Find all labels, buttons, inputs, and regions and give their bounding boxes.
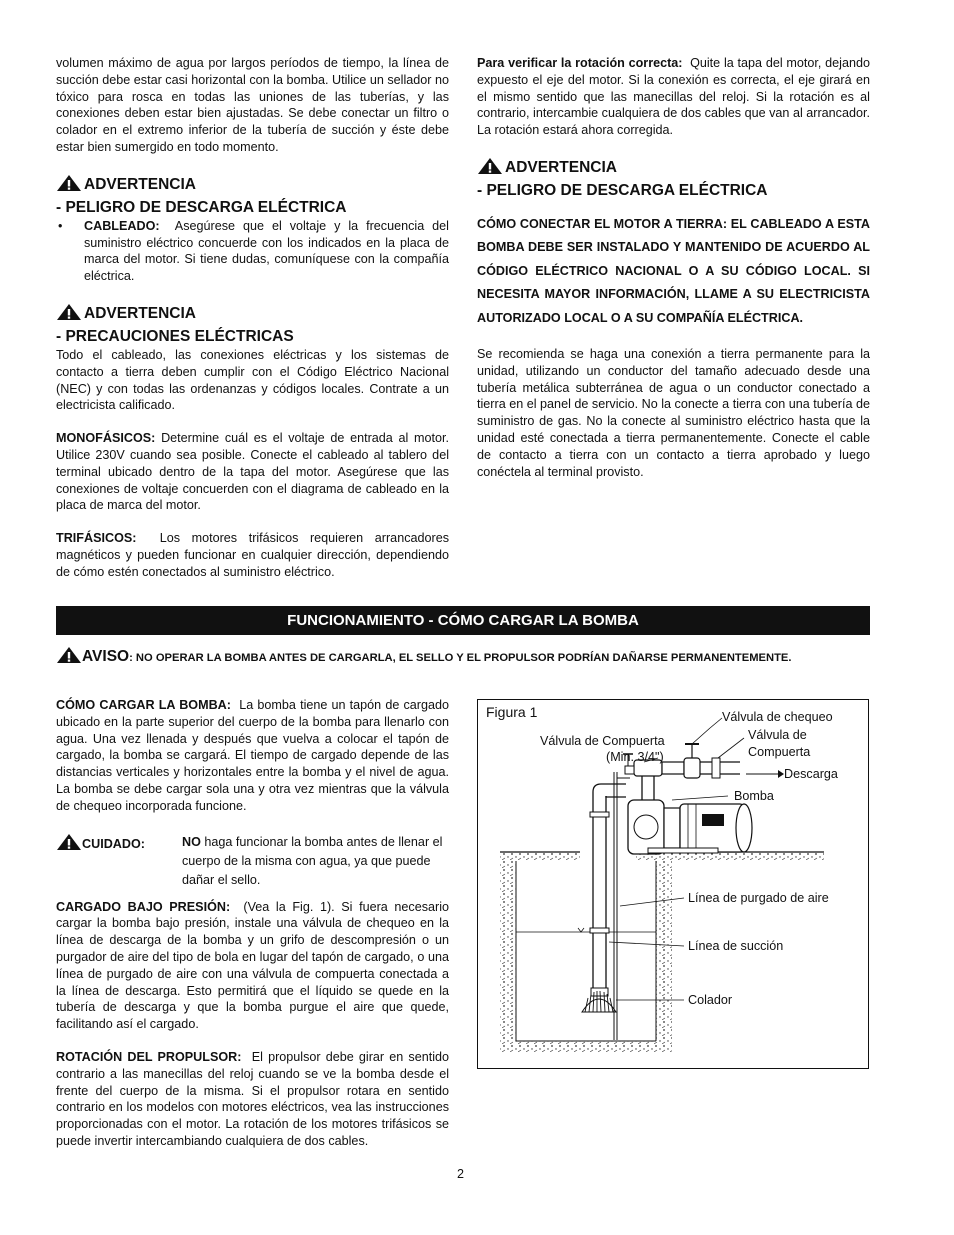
label-gate-valve-1: Válvula de	[748, 728, 807, 742]
precauciones-paragraph: Todo el cableado, las conexiones eléctricas y los sistemas de contacto a tierra deben cumplir con el Código Eléctrico Nacional (NEC) y con todas las ordenanzas y códigos locales. Contrate a un electricista calificado.	[56, 347, 449, 413]
aviso-line	[56, 646, 886, 669]
cargar-label: CÓMO CARGAR LA BOMBA:	[56, 698, 231, 712]
left-column-top	[56, 55, 449, 581]
right-column-top	[477, 55, 870, 480]
pump-installation-diagram	[478, 700, 870, 1070]
rotacion-paragraph	[56, 1049, 449, 1150]
figure-title: Figura 1	[486, 704, 538, 720]
monofasicos-text: Determine cuál es el voltaje de entrada al motor. Utilice 230V cuando sea posible. Conecte el cableado al tablero del terminal ubicado dentro de la tapa del motor. Asegúrese que las conexiones de voltaje concuerden con el diagrama de cableado en la placa de marca del motor.	[56, 431, 449, 513]
rotacion-label: ROTACIÓN DEL PROPULSOR:	[56, 1049, 242, 1064]
label-check-valve: Válvula de chequeo	[722, 710, 833, 724]
tierra-caps-paragraph: CÓMO CONECTAR EL MOTOR A TIERRA: EL CABLEADO A ESTA BOMBA DEBE SER INSTALADO Y MANTENIDO DE ACUERDO AL CÓDIGO ELÉCTRICO NACIONAL O A SU CÓDIGO LOCAL. SI NECESITA MAYOR INFORMACIÓN, LLAME A SU ELECTRICISTA AUTORIZADO LOCAL O A SU COMPAÑÍA ELÉCTRICA.	[477, 216, 870, 325]
bullet-mark: •	[58, 218, 63, 233]
warning-icon	[56, 303, 82, 327]
warning-title: ADVERTENCIA	[84, 175, 196, 193]
bajo-presion-text: (Vea la Fig. 1). Si fuera necesario cargar la bomba bajo presión, instale una válvula de chequeo en la línea de descarga de la bomba y un grifo de descompresión o un purgador de aire del tipo de bola en lugar del tapón de cargado, o una línea de purgado de aire con una válvula de compuerta conectada a la línea de descarga. Esto permitirá que el líquido se quede en la tubería de descarga y que la bomba purgue el aire que quede, facilitando así el cargado.	[56, 899, 450, 1032]
warning-icon	[56, 174, 82, 198]
warning-subtitle: - PELIGRO DE DESCARGA ELÉCTRICA	[56, 198, 347, 216]
label-discharge: Descarga	[784, 767, 838, 781]
monofasicos-paragraph	[56, 430, 449, 514]
warning-subtitle: - PRECAUCIONES ELÉCTRICAS	[56, 327, 294, 345]
section-banner: FUNCIONAMIENTO - CÓMO CARGAR LA BOMBA	[56, 606, 870, 635]
figure-1	[477, 699, 869, 1069]
label-gate-valve-min-1: Válvula de Compuerta	[540, 734, 665, 748]
warning-heading-precautions	[56, 303, 449, 327]
bajo-presion-label: CARGADO BAJO PRESIÓN:	[56, 899, 231, 914]
cuidado-label: CUIDADO:	[82, 836, 145, 851]
trifasicos-label: TRIFÁSICOS:	[56, 531, 137, 546]
cuidado-text: haga funcionar la bomba antes de llenar el cuerpo de la misma con agua, ya que puede dañar el sello.	[182, 834, 443, 887]
bajo-presion-paragraph	[56, 899, 449, 1033]
label-air-purge: Línea de purgado de aire	[688, 891, 829, 905]
aviso-label: AVISO	[82, 648, 130, 665]
intro-paragraph: volumen máximo de agua por largos períodos de tiempo, la línea de succión debe estar casi horizontal con la bomba. Utilice un sellador no tóxico para rosca en todas las uniones de las tuberías, y las conexiones deben estar bien ajustadas. Se debe conectar un filtro o colador en el extremo inferior de la tubería de succión y éste debe estar bien sumergido en todo momento.	[56, 56, 449, 154]
label-gate-valve-min-2: (Min. 3/4")	[606, 750, 664, 764]
label-gate-valve-2: Compuerta	[748, 745, 811, 759]
warning-title: ADVERTENCIA	[505, 158, 617, 176]
rotacion-text: El propulsor debe girar en sentido contrario a las manecillas del reloj cuando se ve la bomba desde el frente del cuerpo de la misma. Si el propulsor rotara en sentido contrario en los modelos con motores eléctricos, vea las instrucciones proporcionadas con el motor. La rotación de los motores trifásicos se puede invertir intercambiando cualquiera de dos cables.	[56, 1049, 450, 1148]
warning-icon	[56, 833, 82, 856]
cargar-paragraph	[56, 697, 449, 815]
warning-title: ADVERTENCIA	[84, 304, 196, 322]
cableado-label: CABLEADO:	[84, 218, 160, 233]
warning-icon	[56, 646, 82, 669]
label-pump: Bomba	[734, 789, 774, 803]
warning-icon	[477, 157, 503, 181]
cuidado-note	[56, 833, 449, 885]
cableado-item	[56, 218, 449, 285]
monofasicos-label: MONOFÁSICOS:	[56, 431, 156, 446]
warning-subtitle: - PELIGRO DE DESCARGA ELÉCTRICA	[477, 181, 768, 199]
strainer	[582, 988, 616, 1012]
tierra-paragraph: Se recomienda se haga una conexión a tierra permanente para la unidad, utilizando un conductor del tamaño adecuado desde una tubería metálica subterránea de agua o un conductor conectado a tierra en el panel de servicio. No la conecte a tierra con una tubería de suministro de gas. No la conecte al suministro eléctrico hasta que la unidad esté conectada a tierra permanentemente. Conecte el cable de contacto a tierra con un contacto a tierra aprobado y luego conéctela al terminal provisto.	[477, 347, 870, 479]
verificar-label: Para verificar la rotación correcta:	[477, 56, 683, 70]
verificar-text: Quite la tapa del motor, dejando expuesto el eje del motor. Si la conexión es correcta, el eje girará en el mismo sentido que las manecillas del reloj. Si la rotación es al contrario, intercambie cualquiera de dos cables que van al arrancador. La rotación estará ahora corregida.	[477, 56, 870, 138]
cargar-text: La bomba tiene un tapón de cargado ubicado en la parte superior del cuerpo de la bomba para llenarlo con agua. Una vez llenada y después que vuelva a colocar el tapón de cargado, la bomba se cargará. El tiempo de cargado depende de las distancias verticales y horizontales entre la bomba y el nivel de agua. La bomba se debe cargar sola una y otra vez mientras que la válvula de chequeo incorporada funcione.	[56, 698, 449, 813]
warning-heading-shock-2	[477, 157, 870, 181]
suction-pipe	[590, 784, 626, 990]
label-suction: Línea de succión	[688, 939, 784, 953]
cableado-text: Asegúrese que el voltaje y la frecuencia del suministro eléctrico concuerde con los indicados en la placa de marca del motor. Si tiene dudas, comuníquese con la compañía eléctrica.	[84, 218, 449, 284]
cuidado-no: NO	[182, 834, 201, 849]
trifasicos-text: Los motores trifásicos requieren arrancadores magnéticos y pueden funcionar en cualquier dirección, dependiendo de cómo estén conectados al suministro eléctrico.	[56, 531, 449, 579]
trifasicos-paragraph	[56, 530, 449, 580]
verificar-paragraph	[477, 55, 870, 139]
label-strainer: Colador	[688, 993, 733, 1007]
pump-body	[628, 800, 752, 854]
warning-heading-shock-1	[56, 174, 449, 198]
aviso-text: : NO OPERAR LA BOMBA ANTES DE CARGARLA, EL SELLO Y EL PROPULSOR PODRÍAN DAÑARSE PERMANENTEMENTE.	[129, 652, 792, 664]
left-column-bottom	[56, 697, 449, 1150]
page-number: 2	[457, 1167, 465, 1181]
